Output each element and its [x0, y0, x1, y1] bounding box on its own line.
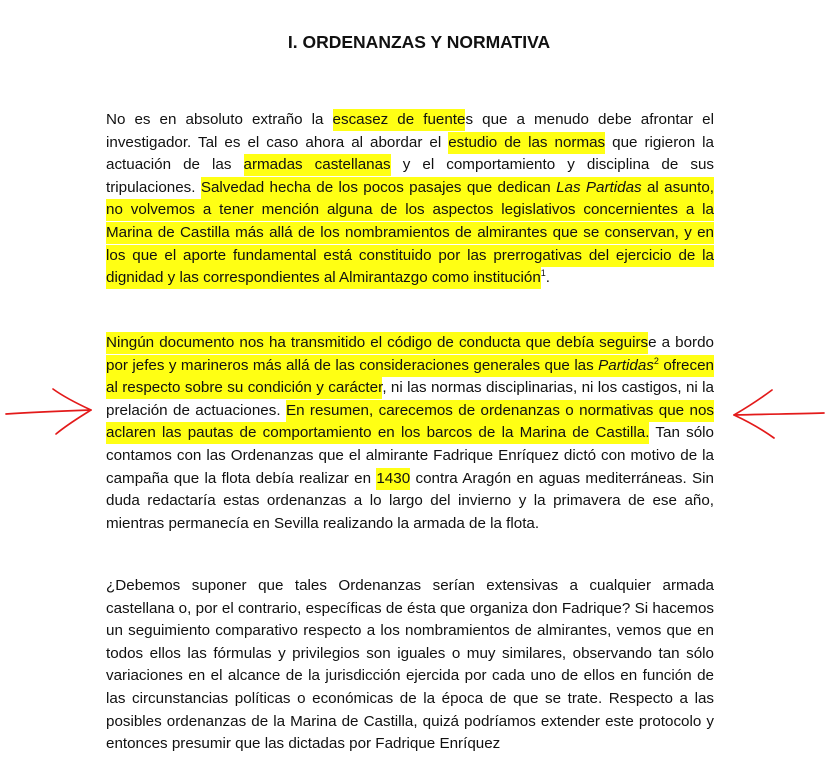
paragraph-2 [106, 332, 714, 535]
text-run: Tan sólo contamos con las Ordenanzas que el almirante Fadrique Enríquez dictó con motivo de la campaña que la flota debía realizar en [106, 424, 715, 487]
red-arrow-left-icon [728, 380, 828, 450]
text-run: e a bordo [648, 334, 714, 351]
footnote-ref: 2 [653, 355, 659, 366]
text-run: escasez de fuente [332, 111, 466, 128]
text-run: y el comportamiento y disciplina de sus tripulaciones. [106, 156, 714, 196]
yellow-highlight [333, 109, 466, 131]
italic-text: Partidas [598, 356, 654, 374]
paragraph-1 [106, 109, 714, 290]
text-run: ofrecen al respecto sobre su condición y carácter [106, 356, 714, 397]
italic-text: Las Partidas [556, 178, 642, 196]
yellow-highlight [448, 132, 605, 154]
yellow-highlight [106, 332, 648, 354]
text-run: Ningún documento nos ha transmitido el código de conducta que debía seguirs [106, 334, 649, 351]
text-run: estudio de las normas [448, 133, 606, 151]
text-run: contra Aragón en aguas mediterráneas. Sin duda redactaría estas ordenanzas a lo largo del invierno y la primavera de ese año, mientras permanecía en Sevilla realizando la armada de la flota. [106, 469, 715, 532]
text-run: ¿Debemos suponer que tales Ordenanzas serían extensivas a cualquier armada castellana o, por el contrario, específicas de ésta que organiza don Fadrique? Si hacemos un seguimiento comparativo respecto a los nombramientos de almirantes, vemos que en todos ellos las fórmulas y privilegios son iguales o muy similares, observando tan sólo variaciones en el alcance de la jurisdicción ejercida por cada uno de ellos en función de las circunstancias políticas o económicas de la época de que se trate. Respecto a las posibles ordenanzas de la Marina de Castilla, quizá podríamos extender este protocolo y entonces presumir que las dictadas por Fadrique Enríquez [106, 577, 714, 753]
yellow-highlight [106, 355, 598, 377]
footnote-ref: 1 [540, 268, 546, 279]
text-run: En resumen, carecemos de ordenanzas o normativas que nos aclaren las pautas de comportamiento en los barcos de la Marina de Castilla. [106, 401, 714, 442]
yellow-highlight [556, 177, 642, 199]
text-run: , ni las normas disciplinarias, ni los castigos, ni la prelación de actuaciones. [106, 379, 714, 419]
text-run: por jefes y marineros más allá de las consideraciones generales que las [106, 356, 599, 374]
text-run: s que a menudo debe afrontar el investigador. Tal es el caso ahora al abordar el [106, 111, 714, 151]
text-run: No es en absoluto extraño la [106, 111, 333, 128]
page-title: I. ORDENANZAS Y NORMATIVA [287, 32, 551, 52]
red-arrow-right-icon [0, 380, 100, 450]
text-run: armadas castellanas [243, 156, 391, 174]
text-run: que rigieron la actuación de las [106, 133, 714, 174]
text-run: 1430 [376, 469, 411, 487]
paragraph-3 [106, 575, 714, 756]
text-run: Salvedad hecha de los pocos pasajes que dedican [200, 178, 557, 196]
yellow-highlight [201, 177, 556, 199]
text-run: . [545, 269, 551, 287]
yellow-highlight [598, 355, 654, 377]
yellow-highlight [376, 468, 410, 490]
text-run: al asunto, no volvemos a tener mención alguna de los aspectos legislativos concernientes a la Marina de Castilla más allá de los nombramientos de almirantes que se conservan, y en los que el aporte fundamental está constituido por las prerrogativas del ejercicio de la dignidad y las correspondientes al Almirantazgo como institución [106, 178, 714, 287]
yellow-highlight [244, 154, 391, 176]
